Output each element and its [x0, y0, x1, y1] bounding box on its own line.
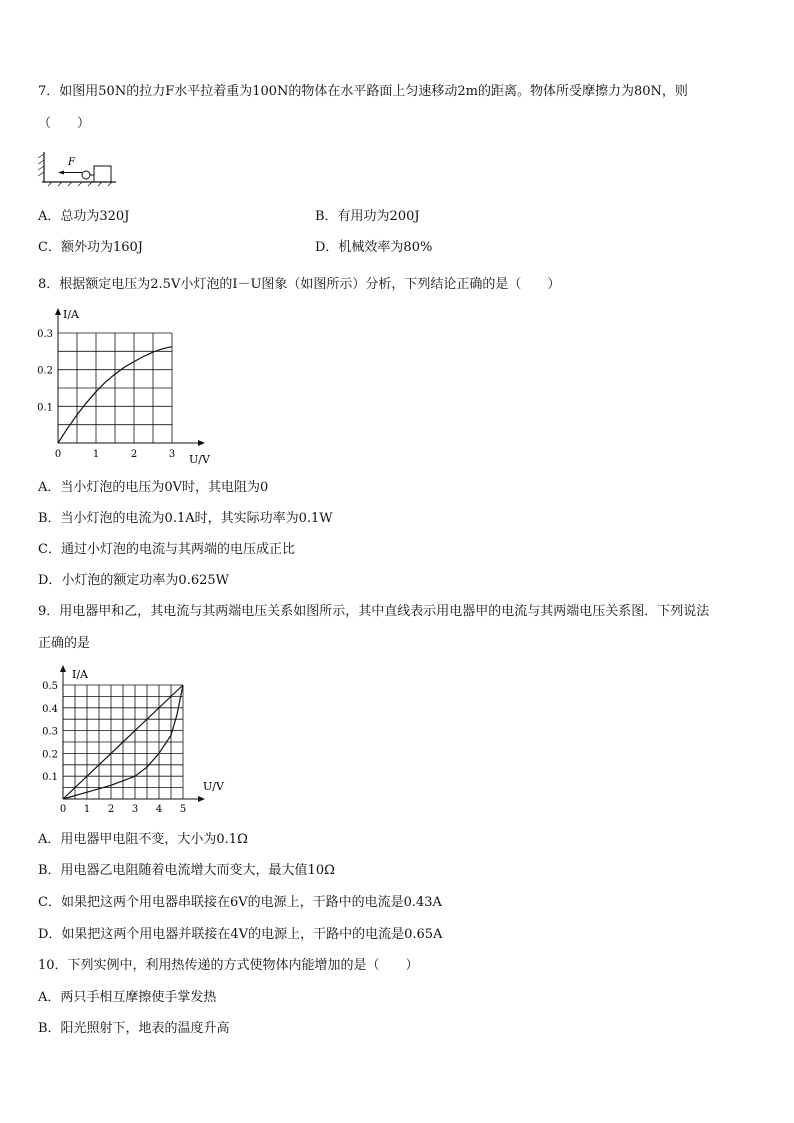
q9-y-tick-label: 0.1 — [42, 772, 58, 784]
q9-y-tick-label: 0.2 — [42, 749, 58, 761]
q7-answer-paren: （ ） — [38, 116, 91, 131]
q8-option-d: D．小灯泡的额定功率为0.625W — [38, 573, 230, 588]
q7-option-c: C．额外功为160J — [38, 240, 143, 255]
q7-option-a: A．总功为320J — [38, 209, 130, 224]
q9-y-arrow — [60, 665, 66, 672]
q8-x-tick-label: 0 — [54, 449, 62, 460]
q9-option-c: C．如果把这两个用电器串联接在6V的电源上，干路中的电流是0.43A — [38, 895, 442, 910]
q9-x-tick-label: 5 — [179, 804, 187, 815]
q8-y-tick-label: 0.2 — [37, 365, 53, 377]
q7-force-label: F — [68, 157, 75, 168]
q8-ylabel: I/A — [63, 308, 79, 321]
q8-stem: 8．根据额定电压为2.5V小灯泡的I－U图象（如图所示）分析，下列结论正确的是（ ） — [38, 277, 561, 292]
q10-stem: 10．下列实例中，利用热传递的方式使物体内能增加的是（ ） — [38, 958, 419, 973]
q9-x-tick-label: 3 — [131, 804, 139, 815]
q9-y-tick-label: 0.3 — [42, 726, 58, 738]
q9-x-arrow — [198, 796, 205, 802]
q9-stem-line2: 正确的是 — [38, 636, 91, 651]
q8-y-tick-label: 0.1 — [37, 402, 53, 414]
q7-figure — [38, 148, 118, 190]
q8-xlabel: U/V — [189, 453, 210, 465]
q8-option-b: B．当小灯泡的电流为0.1A时，其实际功率为0.1W — [38, 511, 333, 526]
q8-option-c: C．通过小灯泡的电流与其两端的电压成正比 — [38, 542, 295, 557]
q10-option-b: B．阳光照射下，地表的温度升高 — [38, 1021, 230, 1036]
q9-y-tick-label: 0.4 — [42, 703, 58, 715]
q9-option-d: D．如果把这两个用电器并联接在4V的电源上，干路中的电流是0.65A — [38, 927, 443, 942]
q8-x-tick-label: 1 — [92, 449, 100, 460]
q9-x-tick-label: 1 — [83, 804, 91, 815]
q9-option-b: B．用电器乙电阻随着电流增大而变大，最大值10Ω — [38, 863, 335, 878]
q9-iu-graph — [30, 662, 240, 820]
q9-x-tick-label: 0 — [59, 804, 67, 815]
q9-ylabel: I/A — [72, 668, 88, 681]
q9-stem-line1: 9．用电器甲和乙，其电流与其两端电压关系如图所示，其中直线表示用电器甲的电流与其两端电压关系图．下列说法 — [38, 604, 710, 619]
q7-option-d: D．机械效率为80% — [315, 240, 433, 255]
q8-x-tick-label: 3 — [168, 449, 176, 460]
q7-stem: 7．如图用50N的拉力F水平拉着重为100N的物体在水平路面上匀速移动2m的距离。物体所受摩擦力为80N，则 — [38, 84, 688, 99]
q9-y-tick-label: 0.5 — [42, 681, 58, 692]
q9-option-a: A．用电器甲电阻不变，大小为0.1Ω — [38, 832, 248, 847]
q7-option-b: B．有用功为200J — [315, 209, 420, 224]
q8-x-tick-label: 2 — [130, 449, 138, 460]
q8-y-tick-label: 0.3 — [37, 329, 53, 340]
q10-option-a: A．两只手相互摩擦使手掌发热 — [38, 990, 217, 1005]
q9-xlabel: U/V — [203, 780, 224, 793]
q8-y-arrow — [55, 308, 61, 315]
q9-x-tick-label: 2 — [107, 804, 115, 815]
q8-option-a: A．当小灯泡的电压为0V时，其电阻为0 — [38, 480, 269, 495]
q8-x-arrow — [198, 440, 205, 446]
q9-x-tick-label: 4 — [155, 804, 163, 815]
q8-iu-graph — [30, 305, 220, 465]
